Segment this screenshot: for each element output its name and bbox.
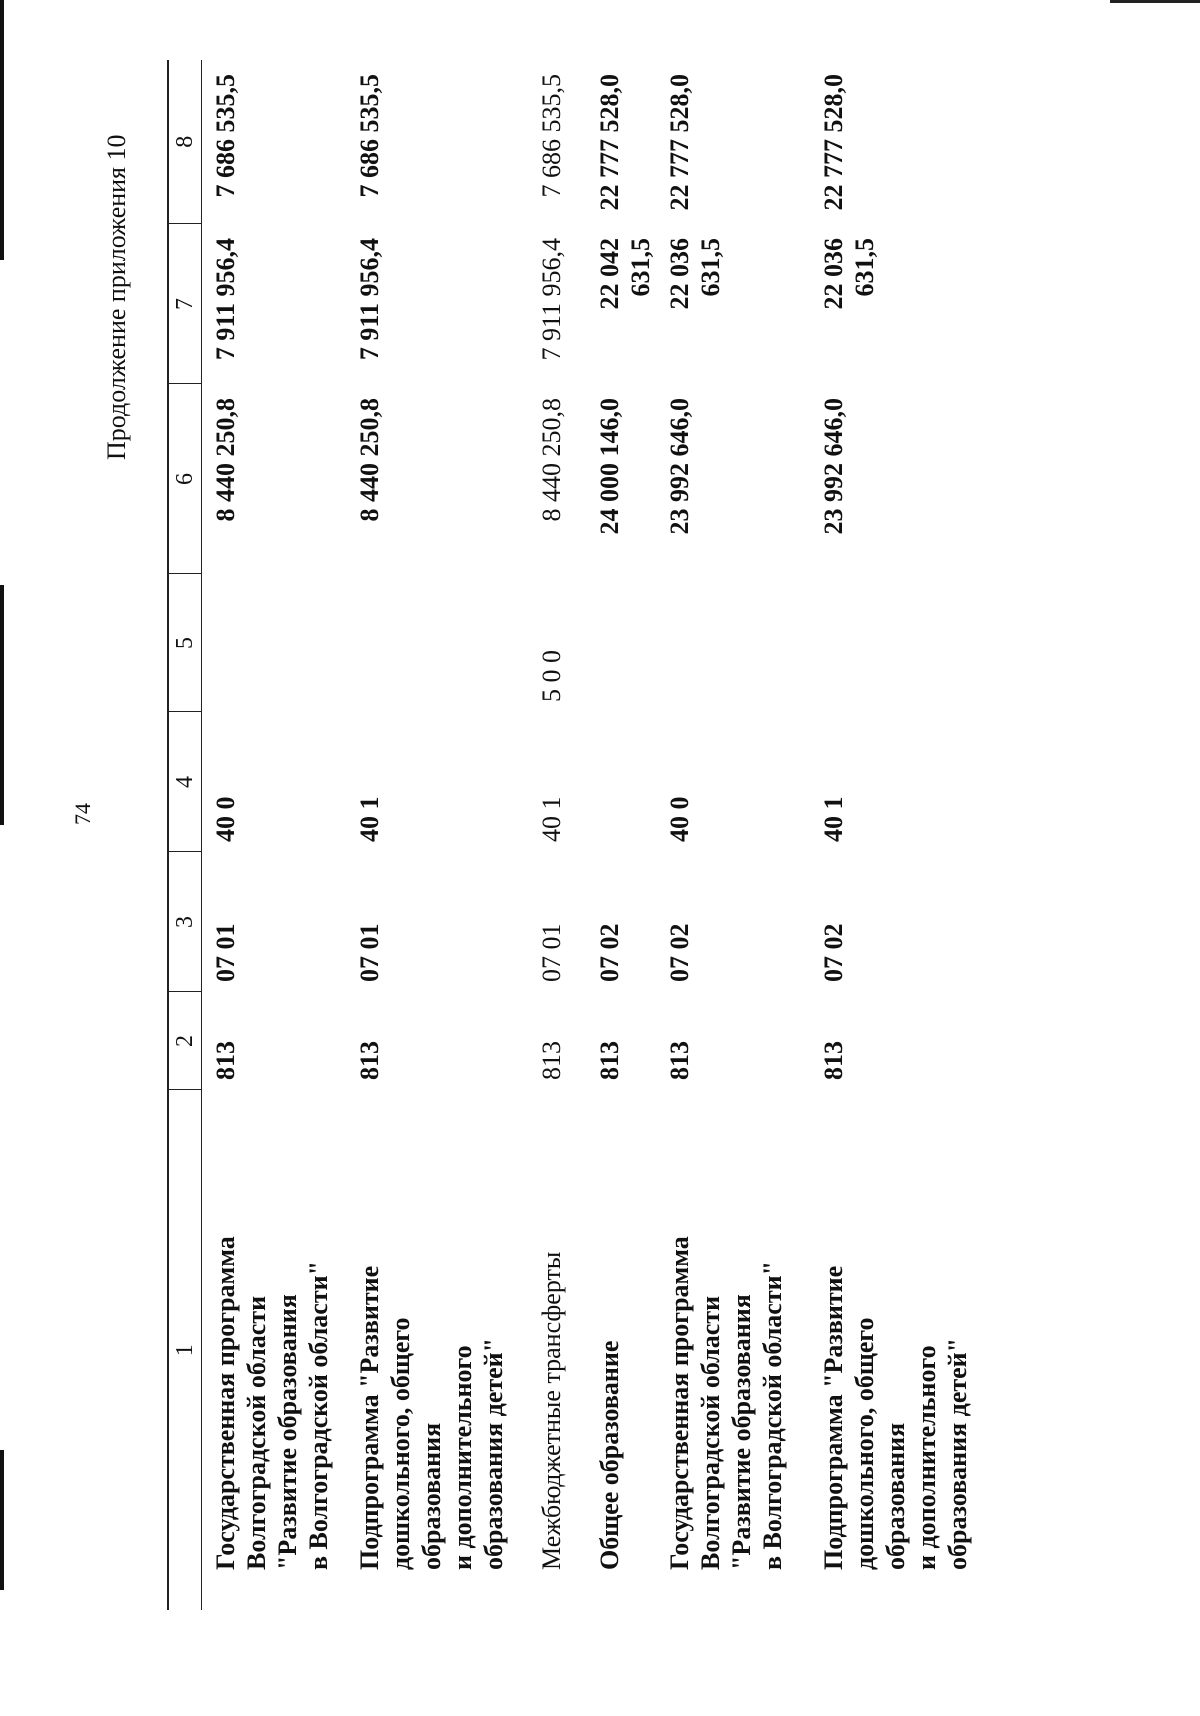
amount-col6: 23 992 646,0: [665, 398, 694, 535]
table-header-row: [168, 60, 202, 1610]
expense-type-code: [202, 574, 347, 712]
column-header: 2: [168, 992, 202, 1090]
table-row: [346, 60, 528, 1610]
row-name-line: Общее образование: [595, 1340, 624, 1570]
section-code: 07 02: [665, 923, 694, 982]
target-article-code: 40 1: [819, 796, 848, 842]
row-name-line: Волгоградской области: [696, 1295, 725, 1570]
target-article-code: 40 1: [537, 796, 566, 842]
row-name-cell: [528, 1090, 586, 1610]
column-header: 6: [168, 384, 202, 574]
row-name-line: Государственная программа: [665, 1236, 694, 1570]
scan-edge-left: [0, 585, 4, 825]
row-name-line: образования: [881, 1422, 910, 1570]
row-name-cell: [810, 1090, 980, 1610]
amount-col6: 24 000 146,0: [595, 398, 624, 535]
amount-col7: 22 042 631,5: [595, 238, 655, 310]
expense-type-code: 5 0 0: [537, 650, 566, 702]
amount-col8: 22 777 528,0: [665, 74, 694, 211]
section-code: 07 01: [211, 923, 240, 982]
amount-col7: 7 911 956,4: [355, 238, 384, 361]
target-article-code: 40 0: [211, 796, 240, 842]
target-article-code: 40 1: [355, 796, 384, 842]
row-name-line: Волгоградской области: [242, 1295, 271, 1570]
amount-col7: 22 036 631,5: [665, 238, 725, 310]
column-header: 4: [168, 712, 202, 852]
scan-edge-left: [0, 0, 4, 260]
row-name-line: в Волгоградской области": [758, 1260, 787, 1570]
column-header: 1: [168, 1090, 202, 1610]
ministry-code: 813: [355, 1041, 384, 1080]
target-article-code: 40 0: [665, 796, 694, 842]
amount-col8: 7 686 535,5: [537, 74, 566, 198]
amount-col7: 7 911 956,4: [537, 238, 566, 361]
amount-col6: 23 992 646,0: [819, 398, 848, 535]
amount-col8: 22 777 528,0: [595, 74, 624, 211]
row-name-line: Государственная программа: [211, 1236, 240, 1570]
target-article-code: [586, 712, 656, 852]
expense-type-code: [656, 574, 810, 712]
expense-type-code: [586, 574, 656, 712]
row-name-cell: [586, 1090, 656, 1610]
column-header: 7: [168, 224, 202, 384]
row-name-line: в Волгоградской области": [304, 1260, 333, 1570]
row-name-line: и дополнительного: [448, 1345, 477, 1570]
row-name-cell: [202, 1090, 347, 1610]
rotated-table-container: [167, 60, 972, 1610]
page-number: 74: [70, 803, 95, 825]
row-name-line: "Развитие образования: [273, 1294, 302, 1570]
row-name-line: "Развитие образования: [727, 1294, 756, 1570]
amount-col8: 7 686 535,5: [355, 74, 384, 198]
section-code: 07 01: [355, 923, 384, 982]
amount-col7: 7 911 956,4: [211, 238, 240, 361]
row-name-line: образования детей": [479, 1337, 508, 1570]
ministry-code: 813: [211, 1041, 240, 1080]
table-row: [202, 60, 347, 1610]
row-name-line: Подпрограмма "Развитие: [819, 1265, 848, 1570]
column-header: 3: [168, 852, 202, 992]
scan-edge-top: [1110, 0, 1200, 3]
column-header: 5: [168, 574, 202, 712]
section-code: 07 02: [595, 923, 624, 982]
amount-col6: 8 440 250,8: [355, 398, 384, 522]
row-name-line: Межбюджетные трансферты: [537, 1251, 566, 1570]
table-row: [528, 60, 586, 1610]
budget-table: [167, 60, 980, 1610]
ministry-code: 813: [819, 1041, 848, 1080]
amount-col8: 7 686 535,5: [211, 74, 240, 198]
table-row: [810, 60, 980, 1610]
expense-type-code: [810, 574, 980, 712]
row-name-line: и дополнительного: [912, 1345, 941, 1570]
ministry-code: 813: [595, 1041, 624, 1080]
appendix-continuation-note: Продолжение приложения 10: [102, 134, 131, 460]
table-row: [586, 60, 656, 1610]
section-code: 07 02: [819, 923, 848, 982]
expense-type-code: [346, 574, 528, 712]
column-header: 8: [168, 60, 202, 224]
amount-col8: 22 777 528,0: [819, 74, 848, 211]
row-name-line: дошкольного, общего: [850, 1317, 879, 1570]
amount-col6: 8 440 250,8: [537, 398, 566, 522]
row-name-line: дошкольного, общего: [386, 1317, 415, 1570]
scan-edge-left: [0, 1450, 4, 1590]
table-row: [656, 60, 810, 1610]
row-name-line: Подпрограмма "Развитие: [355, 1265, 384, 1570]
section-code: 07 01: [537, 923, 566, 982]
ministry-code: 813: [665, 1041, 694, 1080]
row-name-line: образования детей": [943, 1337, 972, 1570]
row-name-cell: [656, 1090, 810, 1610]
amount-col6: 8 440 250,8: [211, 398, 240, 522]
row-name-line: образования: [417, 1422, 446, 1570]
amount-col7: 22 036 631,5: [819, 238, 879, 310]
ministry-code: 813: [537, 1041, 566, 1080]
row-name-cell: [346, 1090, 528, 1610]
